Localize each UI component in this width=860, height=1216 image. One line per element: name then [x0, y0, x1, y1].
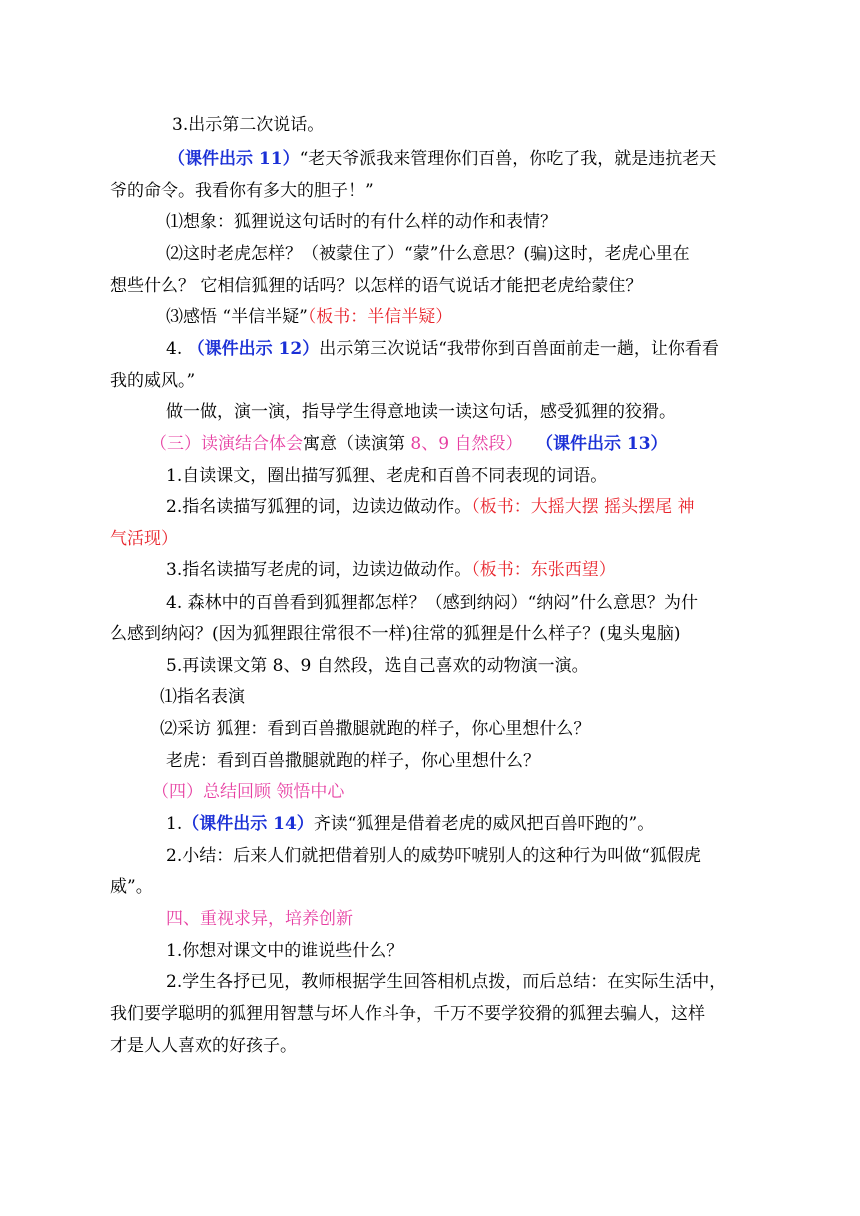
paragraph-line: [110, 876, 153, 898]
courseware-label: （课件出示 14）: [182, 814, 314, 834]
board-note: 气活现）: [110, 529, 178, 549]
step-text: ⑴指名表演: [160, 687, 245, 707]
paragraph-line: [172, 114, 324, 136]
step-text: 我们要学聪明的狐狸用智慧与坏人作斗争，千万不要学狡猾的狐狸去骗人，这样: [110, 1004, 705, 1024]
step-text: 5.再读课文第 8、9 自然段，选自己喜欢的动物演一演。: [166, 656, 589, 676]
step-text: 么感到纳闷？(因为狐狸跟往常很不一样)往常的狐狸是什么样子？(鬼头鬼脑): [110, 624, 681, 644]
paragraph-line: [166, 971, 726, 993]
courseware-label: （课件出示 12）: [187, 339, 320, 359]
board-note: （板书：大摇大摆 摇头摆尾 神: [471, 497, 695, 517]
question-text: ⑴想象：狐狸说这句话时的有什么样的动作和表情？: [166, 212, 557, 232]
section-title: （三）读演结合体会: [150, 434, 303, 454]
step-text: 我的威风。”: [110, 371, 196, 391]
section-title: 8、9 自然段）: [405, 434, 523, 454]
paragraph-line: [160, 686, 245, 708]
step-text: 威”。: [110, 877, 153, 897]
quote-text: 爷的命令。我看你有多大的胆子！”: [110, 181, 374, 201]
section-heading: [150, 433, 668, 455]
step-text: ⑵采访 狐狸：看到百兽撒腿就跑的样子，你心里想什么？: [160, 719, 591, 739]
step-text: 4. 森林中的百兽看到狐狸都怎样？（感到纳闷）“纳闷”什么意思？为什: [166, 593, 699, 613]
step-text: 3.指名读描写老虎的词，边读边做动作。: [166, 560, 472, 580]
step-text: 老虎：看到百兽撒腿就跑的样子，你心里想什么？: [166, 751, 540, 771]
paragraph-line: [110, 370, 195, 392]
paragraph-line: [166, 306, 452, 328]
paragraph-line: [166, 465, 607, 487]
paragraph-line: [166, 845, 701, 867]
section-title: 四、重视求异，培养创新: [166, 909, 353, 929]
paragraph-line: [166, 592, 698, 614]
step-text: 2.指名读描写狐狸的词，边读边做动作。: [166, 497, 472, 517]
paragraph-line: [166, 559, 616, 581]
section-heading: [166, 908, 353, 930]
question-text: ⑵这时老虎怎样？（被蒙住了）“蒙”什么意思？(骗)这时，老虎心里在: [166, 244, 690, 264]
paragraph-line: [166, 338, 719, 360]
paragraph-line: [168, 148, 716, 170]
board-note: （板书：半信半疑）: [307, 307, 453, 327]
question-text: 想些什么？ 它相信狐狸的话吗？以怎样的语气说话才能把老虎给蒙住？: [110, 276, 643, 296]
paragraph-line: [166, 813, 654, 835]
step-number: 4.: [166, 339, 188, 359]
paragraph-line: [110, 623, 681, 645]
step-number: 1.: [166, 814, 183, 834]
paragraph-line: [110, 275, 642, 297]
step-3-heading: 3.出示第二次说话。: [172, 115, 325, 135]
step-text: 齐读“狐狸是借着老虎的威风把百兽吓跑的”。: [313, 814, 655, 834]
step-text: 出示第三次说话“我带你到百兽面前走一趟，让你看看: [319, 339, 719, 359]
paragraph-line: [166, 211, 557, 233]
board-note: （板书：东张西望）: [471, 560, 616, 580]
step-text: 2.学生各抒已见，教师根据学生回答相机点拨，而后总结：在实际生活中，: [166, 972, 727, 992]
section-title: 寓意（读演第: [303, 434, 405, 454]
paragraph-line: [166, 940, 403, 962]
step-text: 1.自读课文，圈出描写狐狸、老虎和百兽不同表现的词语。: [166, 466, 608, 486]
paragraph-line: [110, 1003, 705, 1025]
paragraph-line: [166, 401, 676, 423]
paragraph-line: [166, 243, 690, 265]
question-text: ⑶感悟 “半信半疑”: [166, 307, 308, 327]
paragraph-line: [110, 180, 374, 202]
step-text: 才是人人喜欢的好孩子。: [110, 1036, 297, 1056]
quote-text: “老天爷派我来管理你们百兽，你吃了我，就是违抗老天: [299, 149, 717, 169]
paragraph-line: [166, 496, 695, 518]
courseware-label: （课件出示 11）: [168, 149, 300, 169]
step-text: 2.小结：后来人们就把借着别人的威势吓唬别人的这种行为叫做“狐假虎: [166, 846, 701, 866]
paragraph-line: [160, 718, 590, 740]
paragraph-line: [110, 528, 178, 550]
paragraph-line: [166, 655, 589, 677]
courseware-label: （课件出示 13）: [544, 434, 668, 454]
paragraph-line: [110, 1035, 297, 1057]
step-text: 做一做，演一演，指导学生得意地读一读这句话，感受狐狸的狡猾。: [166, 402, 676, 422]
step-text: 1.你想对课文中的谁说些什么？: [166, 941, 404, 961]
paragraph-line: [166, 750, 540, 772]
section-title: （四）总结回顾 领悟中心: [152, 782, 345, 802]
section-heading: [152, 781, 344, 803]
